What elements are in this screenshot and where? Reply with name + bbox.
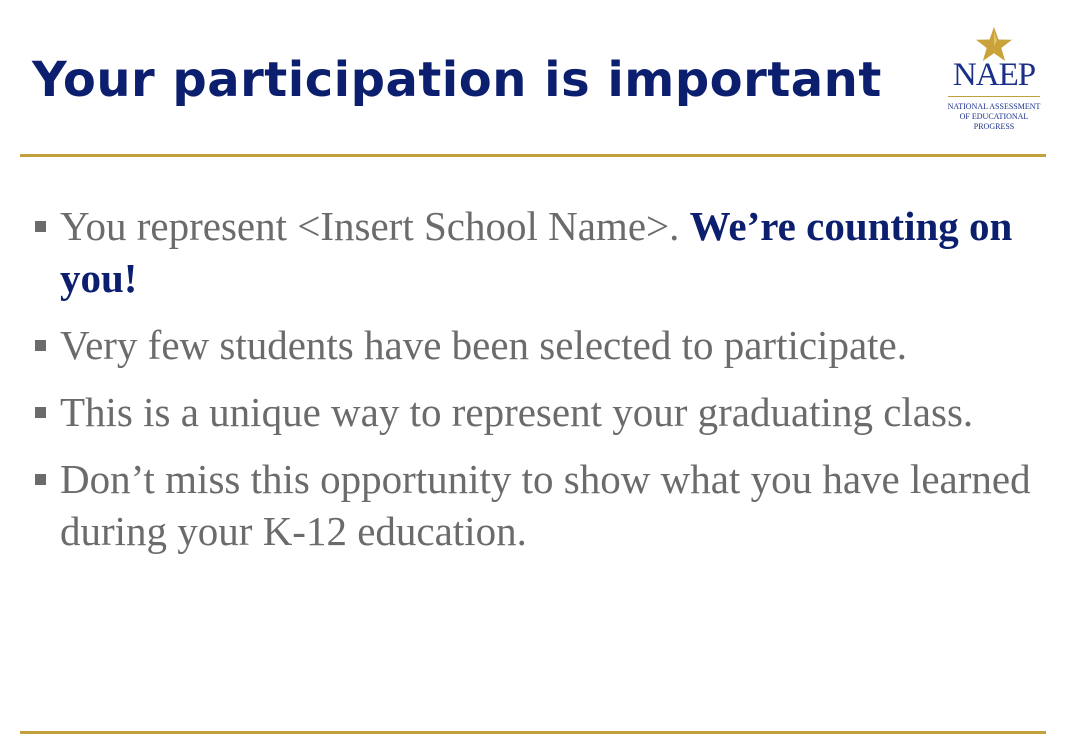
- naep-logo: [944, 26, 1044, 136]
- bullet-item: [32, 200, 1042, 304]
- header-divider: [20, 154, 1046, 157]
- bullet-square-icon: [35, 407, 46, 418]
- bullet-text: You represent <Insert School Name>.: [60, 203, 690, 249]
- bullet-square-icon: [35, 340, 46, 351]
- logo-subtitle-line: OF EDUCATIONAL: [959, 112, 1029, 121]
- bullet-item: [32, 386, 1042, 438]
- bullet-list: [32, 200, 1042, 572]
- logo-subtitle-line: NATIONAL ASSESSMENT: [947, 102, 1041, 111]
- bullet-item: [32, 453, 1042, 557]
- bullet-square-icon: [35, 221, 46, 232]
- bullet-item: [32, 319, 1042, 371]
- logo-subtitle-line: PROGRESS: [973, 122, 1015, 131]
- footer-divider: [20, 731, 1046, 734]
- bullet-text: Very few students have been selected to participate.: [60, 322, 907, 368]
- bullet-square-icon: [35, 474, 46, 485]
- logo-subtitle: [944, 102, 1044, 132]
- bullet-text: This is a unique way to represent your graduating class.: [60, 389, 974, 435]
- bullet-text: Don’t miss this opportunity to show what you have learned during your K-12 education.: [60, 456, 1031, 554]
- logo-divider: [948, 96, 1040, 97]
- bullet-emphasis: We’re counting on you!: [60, 203, 1013, 301]
- logo-wordmark: NAEP: [952, 57, 1036, 93]
- slide-title: Your participation is important: [32, 52, 882, 108]
